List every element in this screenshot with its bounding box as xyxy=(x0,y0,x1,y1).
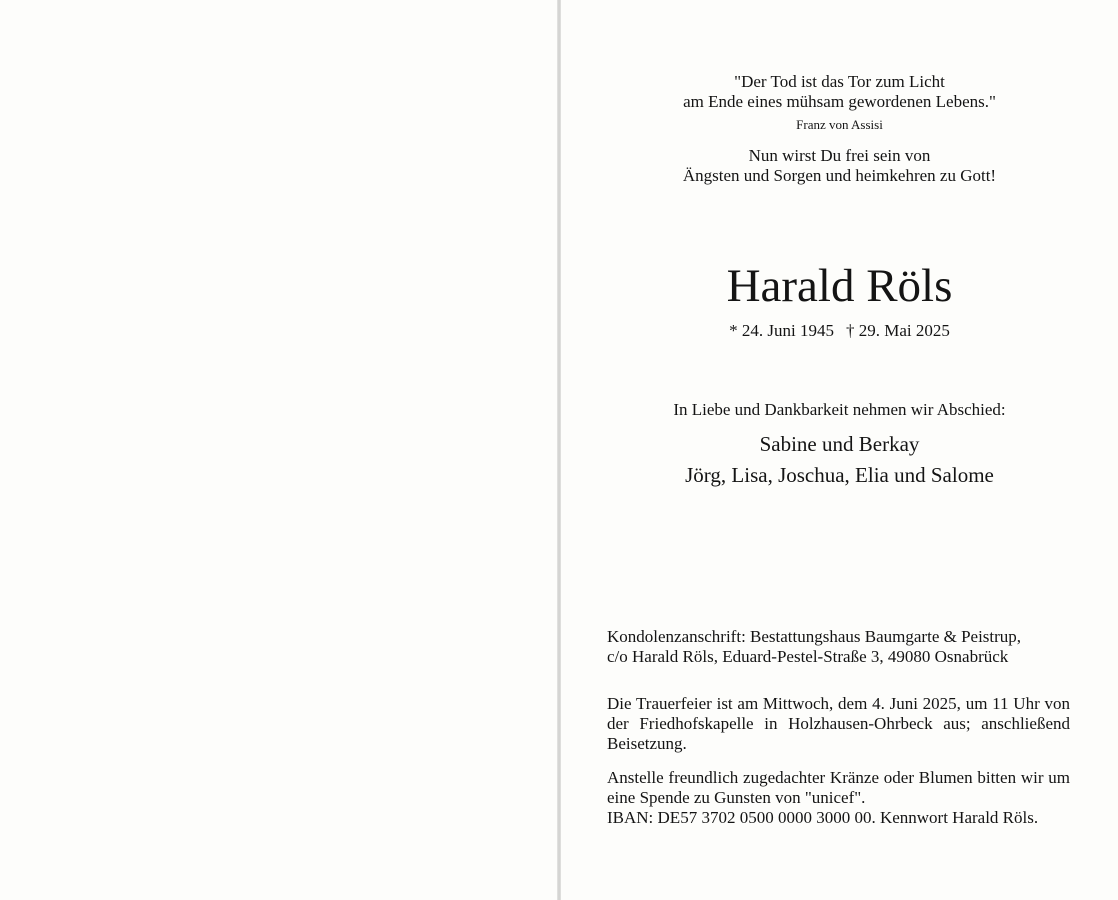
death-date: † 29. Mai 2025 xyxy=(845,321,950,340)
mourner-names: Jörg, Lisa, Joschua, Elia und Salome xyxy=(685,463,994,487)
donation-iban: IBAN: DE57 3702 0500 0000 3000 00. Kennwort Harald Röls. xyxy=(607,808,1039,827)
condolence-line: c/o Harald Röls, Eduard-Pestel-Straße 3, 49080 Osnabrück xyxy=(607,647,1009,666)
quote xyxy=(561,72,1118,112)
donation-text: Anstelle freundlich zugedachter Kränze oder Blumen bitten wir um eine Spende zu Gunsten von "unicef". xyxy=(607,768,1070,807)
verse-line: Ängsten und Sorgen und heimkehren zu Gott! xyxy=(682,166,997,185)
life-dates xyxy=(561,321,1118,341)
verse-line: Nun wirst Du frei sein von xyxy=(748,146,931,165)
condolence-line: Kondolenzanschrift: Bestattungshaus Baumgarte & Peistrup, xyxy=(607,627,1022,646)
donation-info xyxy=(607,768,1070,828)
left-page-blank xyxy=(0,0,557,900)
birth-date: * 24. Juni 1945 xyxy=(729,321,834,340)
deceased-name: Harald Röls xyxy=(726,260,953,312)
quote-line: "Der Tod ist das Tor zum Licht xyxy=(734,72,945,91)
verse xyxy=(561,146,1118,186)
mourners-list xyxy=(561,429,1118,491)
quote-line: am Ende eines mühsam gewordenen Lebens." xyxy=(683,92,996,111)
mourner-names: Sabine und Berkay xyxy=(759,432,920,456)
quote-author: Franz von Assisi xyxy=(796,117,883,132)
farewell-intro: In Liebe und Dankbarkeit nehmen wir Abschied: xyxy=(673,400,1006,419)
condolence-address xyxy=(607,627,1070,667)
ceremony-info: Die Trauerfeier ist am Mittwoch, dem 4. Juni 2025, um 11 Uhr von der Friedhofskapelle in Holzhausen-Ohrbeck aus; anschließend Beisetzung. xyxy=(607,694,1070,753)
right-page xyxy=(561,0,1118,900)
